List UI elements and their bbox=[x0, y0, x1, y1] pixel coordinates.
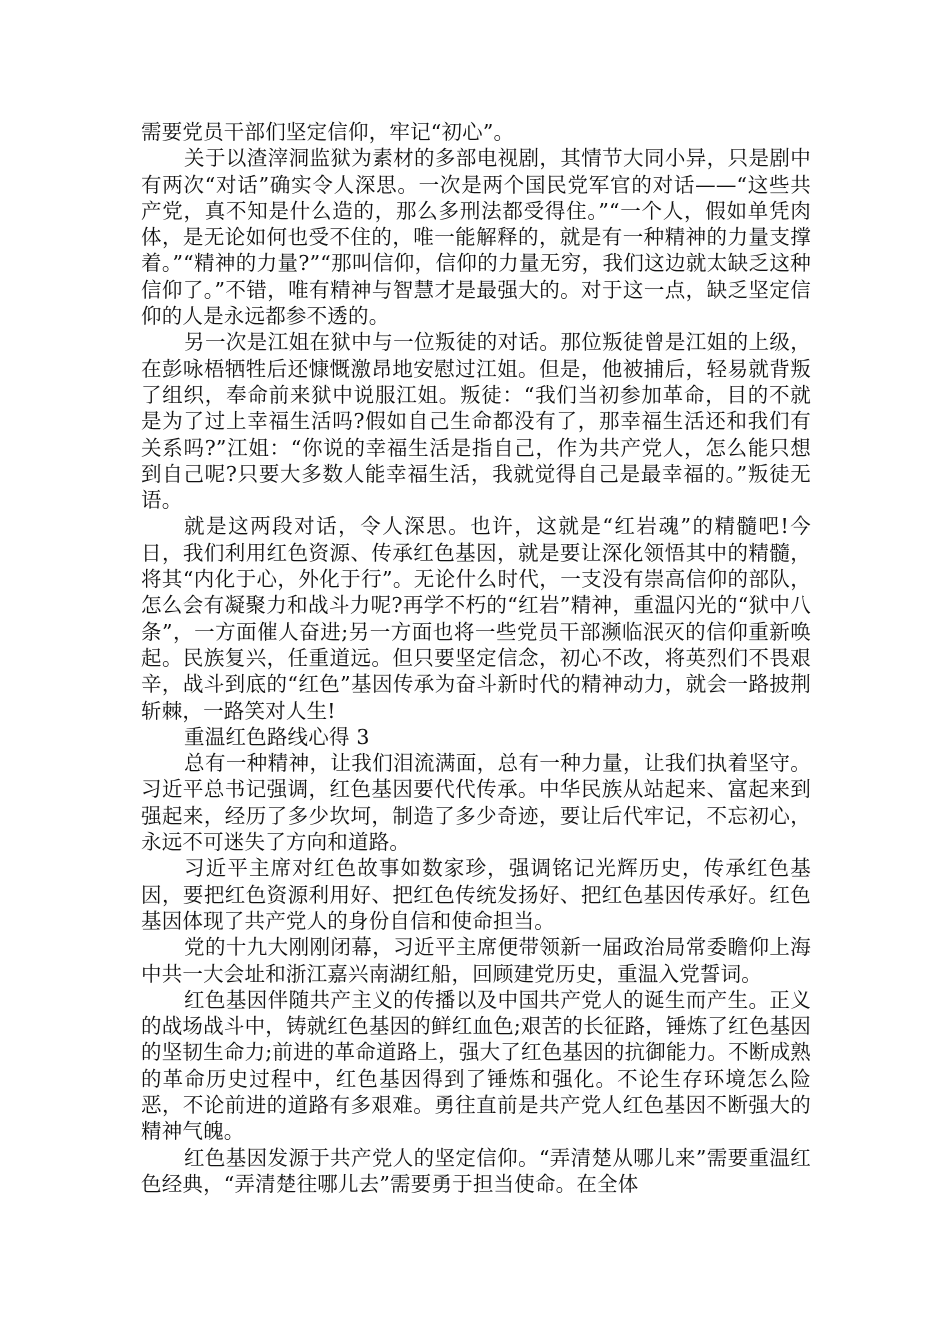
section-heading: 重温红色路线心得 3 bbox=[184, 724, 370, 749]
paragraph: 红色基因发源于共产党人的坚定信仰。“弄清楚从哪儿来”需要重温红色经典，“弄清楚往哪儿去”需要勇于担当使命。在全体 bbox=[141, 1145, 811, 1196]
paragraph: 红色基因伴随共产主义的传播以及中国共产党人的诞生而产生。正义的战场战斗中，铸就红色基因的鲜红血色;艰苦的长征路，锤炼了红色基因的坚韧生命力;前进的革命道路上，强大了红色基因的抗御能力。不断成熟的革命历史过程中，红色基因得到了锤炼和强化。不论生存环境怎么险恶，不论前进的道路有多艰难。勇往直前是共产党人红色基因不断强大的精神气魄。 bbox=[141, 987, 811, 1144]
paragraph: 党的十九大刚刚闭幕，习近平主席便带领新一届政治局常委瞻仰上海中共一大会址和浙江嘉兴南湖红船，回顾建党历史，重温入党誓词。 bbox=[141, 935, 811, 986]
paragraph: 习近平主席对红色故事如数家珍，强调铭记光辉历史，传承红色基因，要把红色资源利用好、把红色传统发扬好、把红色基因传承好。红色基因体现了共产党人的身份自信和使命担当。 bbox=[141, 856, 811, 933]
paragraph: 另一次是江姐在狱中与一位叛徒的对话。那位叛徒曾是江姐的上级，在彭咏梧牺牲后还慷慨激昂地安慰过江姐。但是，他被捕后，轻易就背叛了组织，奉命前来狱中说服江姐。叛徒：“我们当初参加革命，目的不就是为了过上幸福生活吗?假如自己生命都没有了，那幸福生活还和我们有关系吗?”江姐：“你说的幸福生活是指自己，作为共产党人，怎么能只想到自己呢?只要大多数人能幸福生活，我就觉得自己是最幸福的。”叛徒无语。 bbox=[141, 330, 811, 513]
document-body bbox=[141, 119, 811, 1197]
paragraph: 总有一种精神，让我们泪流满面，总有一种力量，让我们执着坚守。习近平总书记强调，红色基因要代代传承。中华民族从站起来、富起来到强起来，经历了多少坎坷，制造了多少奇迹，要让后代牢记，不忘初心，永远不可迷失了方向和道路。 bbox=[141, 751, 811, 855]
paragraph: 关于以渣滓洞监狱为素材的多部电视剧，其情节大同小异，只是剧中有两次“对话”确实令人深思。一次是两个国民党军官的对话——“这些共产党，真不知是什么造的，那么多刑法都受得住。”“一个人，假如单凭肉体，是无论如何也受不住的，唯一能解释的，就是有一种精神的力量支撑着。”“精神的力量?”“那叫信仰，信仰的力量无穷，我们这边就太缺乏这种信仰了。”不错，唯有精神与智慧才是最强大的。对于这一点，缺乏坚定信仰的人是永远都参不透的。 bbox=[141, 146, 811, 329]
paragraph: 需要党员干部们坚定信仰，牢记“初心”。 bbox=[141, 120, 515, 144]
paragraph: 就是这两段对话，令人深思。也许，这就是“红岩魂”的精髓吧!今日，我们利用红色资源、传承红色基因，就是要让深化领悟其中的精髓，将其“内化于心，外化于行”。无论什么时代，一支没有崇高信仰的部队，怎么会有凝聚力和战斗力呢?再学不朽的“红岩”精神，重温闪光的“狱中八条”，一方面催人奋进;另一方面也将一些党员干部濒临泯灭的信仰重新唤起。民族复兴，任重道远。但只要坚定信念，初心不改，将英烈们不畏艰辛，战斗到底的“红色”基因传承为奋斗新时代的精神动力，就会一路披荆斩棘，一路笑对人生! bbox=[141, 514, 811, 723]
